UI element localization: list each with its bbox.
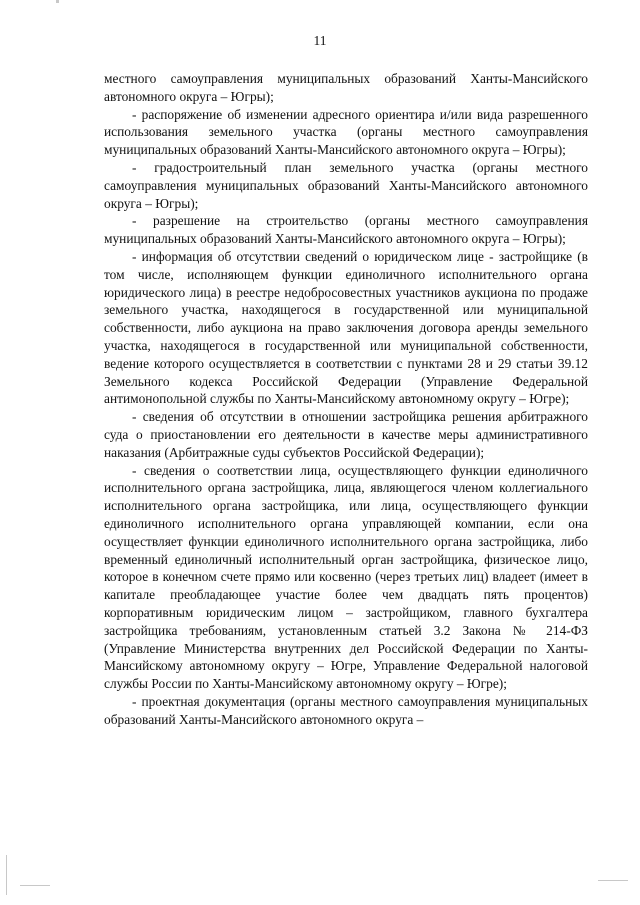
scan-artifact <box>6 855 7 895</box>
paragraph-continuation: местного самоуправления муниципальных образований Ханты-Мансийского автономного округа – Югры); <box>104 71 588 104</box>
scan-artifact <box>598 880 628 881</box>
list-item-unfair-registry-info: - информация об отсутствии сведений о юридическом лице - застройщике (в том числе, исполняющем функции единоличного исполнительного органа юридического лица) в реестре недобросовестных участников аукциона по продаже земельного участка, находящегося в государственной или муниципальной собственности, либо аукциона на право заключения договора аренды земельного участка, находящегося в государственной или муниципальной собственности, ведение которого осуществляется в соответствии с пунктами 28 и 29 статьи 39.12 Земельного кодекса Российской Федерации (Управление Федеральной антимонопольной службы по Ханты-Мансийскому автономному округу – Югре); <box>104 248 588 407</box>
page-number: 11 <box>313 33 327 48</box>
list-item-compliance-info: - сведения о соответствии лица, осуществляющего функции единоличного исполнительного органа застройщика, лица, являющегося членом коллегиального исполнительного органа застройщика, или лица, осуществляющего функции единоличного исполнительного органа управляющей компании, если она осуществляет функции единоличного исполнительного органа застройщика, либо временный единоличный исполнительный орган застройщика, физическое лицо, которое в конечном счете прямо или косвенно (через третьих лиц) владеет (имеет в капитале преобладающее участие более чем двадцать пять процентов) корпоративным юридическим лицом – застройщиком, главного бухгалтера застройщика требованиям, установленным статьей 3.2 Закона № 214-ФЗ (Управление Министерства внутренних дел Российской Федерации по Ханты-Мансийскому автономному округу – Югре, Управление Федеральной налоговой службы России по Ханты-Мансийскому автономному округу – Югре); <box>104 462 588 692</box>
list-item-address-order: - распоряжение об изменении адресного ориентира и/или вида разрешенного использования земельного участка (органы местного самоуправления муниципальных образований Ханты-Мансийского автономного округа – Югры); <box>104 106 588 158</box>
list-item-arbitration-info: - сведения об отсутствии в отношении застройщика решения арбитражного суда о приостановлении его деятельности в качестве меры административного наказания (Арбитражные суды субъектов Российской Федерации); <box>104 409 588 460</box>
list-item-urban-plan: - градостроительный план земельного участка (органы местного самоуправления муниципальных образований Ханты-Мансийского автономного округа – Югры); <box>104 159 588 211</box>
list-item-building-permit: - разрешение на строительство (органы местного самоуправления муниципальных образований Ханты-Мансийского автономного округа – Югры); <box>104 213 588 247</box>
scan-artifact <box>20 885 50 886</box>
scan-artifact <box>56 0 59 3</box>
list-item-project-docs: - проектная документация (органы местного самоуправления муниципальных образований Ханты-Мансийского автономного округа – <box>104 693 588 727</box>
document-body <box>104 70 588 728</box>
